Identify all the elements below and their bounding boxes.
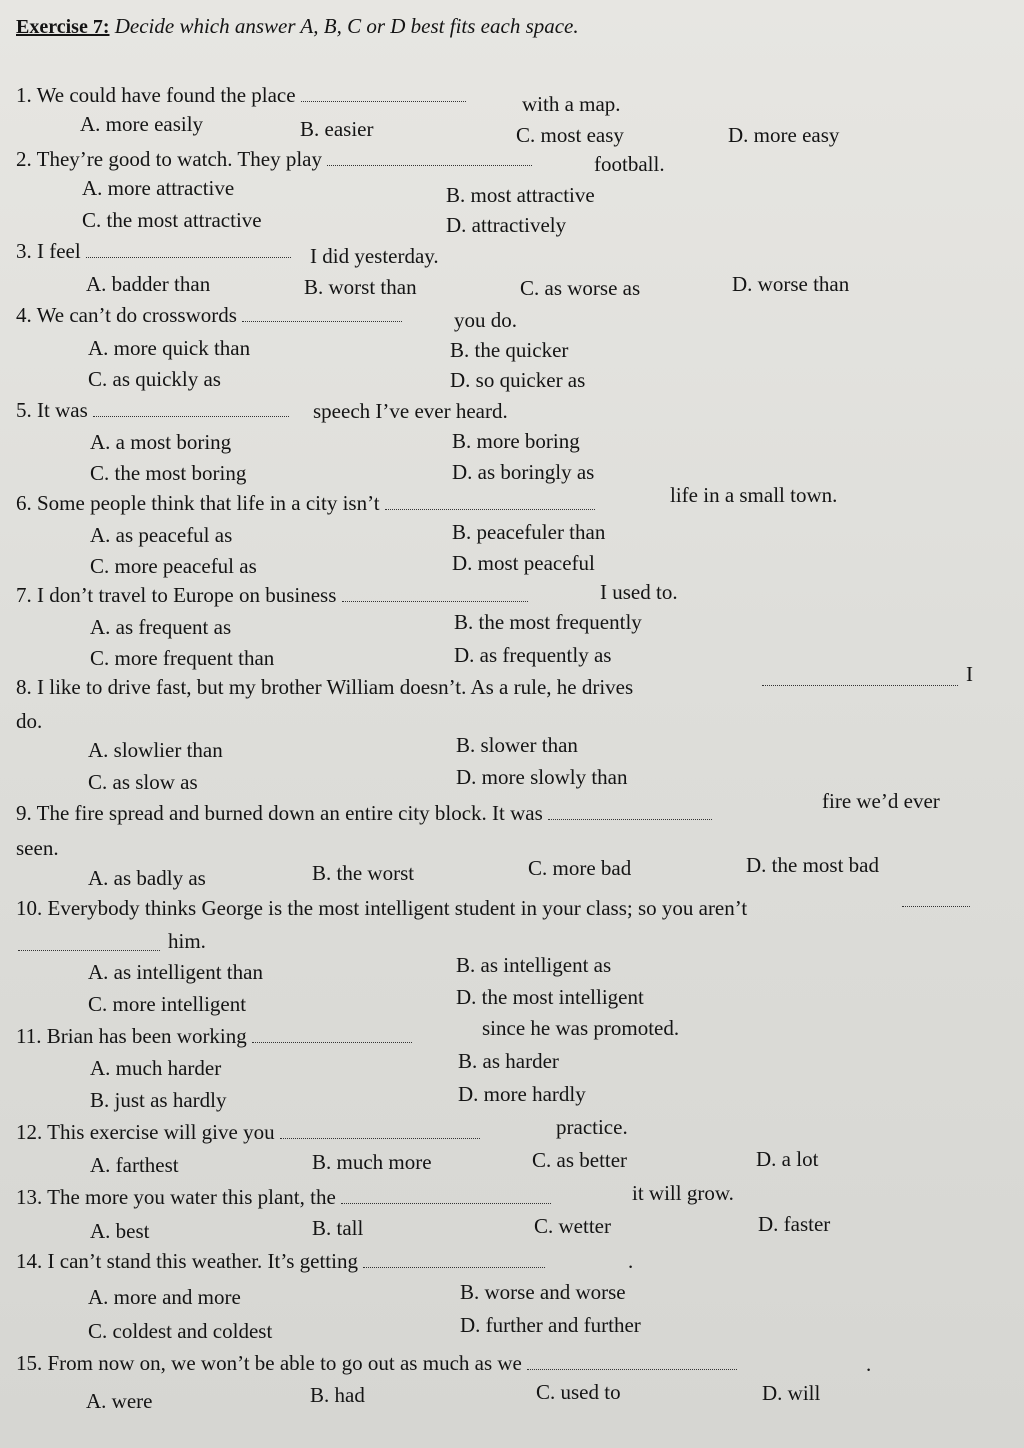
option-d[interactable]: D. worse than [732, 272, 850, 296]
option-d[interactable]: D. so quicker as [450, 368, 586, 392]
option-a[interactable]: A. slowlier than [88, 738, 223, 762]
question-10: 10. Everybody thinks George is the most intelligent student in your class; so you aren’t [16, 896, 748, 920]
option-a[interactable]: A. a most boring [90, 430, 232, 454]
question-10-tail: him. [168, 929, 206, 953]
option-a[interactable]: A. as intelligent than [88, 960, 263, 984]
option-b[interactable]: B. peacefuler than [452, 520, 606, 544]
question-5: 5. It was [16, 399, 289, 422]
option-c[interactable]: C. the most boring [90, 461, 247, 485]
question-6-tail: life in a small town. [670, 483, 838, 507]
answer-blank[interactable] [280, 1134, 480, 1139]
question-11: 11. Brian has been working [16, 1025, 412, 1048]
question-2: 2. They’re good to watch. They play [16, 148, 532, 171]
option-a[interactable]: A. more quick than [88, 336, 251, 360]
question-9-tail: fire we’d ever [822, 789, 940, 813]
option-c[interactable]: C. most easy [516, 123, 624, 147]
option-c[interactable]: C. more peaceful as [90, 554, 257, 578]
option-b[interactable]: B. as harder [458, 1049, 559, 1073]
question-15-tail: . [866, 1352, 872, 1376]
question-12-tail: practice. [556, 1115, 628, 1139]
option-a[interactable]: A. much harder [90, 1056, 222, 1080]
question-1-tail: with a map. [522, 92, 621, 116]
question-13-tail: it will grow. [632, 1181, 734, 1205]
answer-blank[interactable] [902, 902, 970, 907]
option-b[interactable]: B. the worst [312, 861, 415, 885]
exercise-instruction: Decide which answer A, B, C or D best fits each space. [114, 14, 579, 38]
option-d[interactable]: D. more slowly than [456, 765, 628, 789]
option-d[interactable]: D. faster [758, 1212, 831, 1236]
answer-blank[interactable] [385, 505, 595, 510]
question-9: 9. The fire spread and burned down an entire city block. It was [16, 802, 712, 825]
option-a[interactable]: A. more attractive [82, 176, 235, 200]
option-c[interactable]: C. more frequent than [90, 646, 275, 670]
option-c[interactable]: C. the most attractive [82, 208, 262, 232]
answer-blank[interactable] [341, 1199, 551, 1204]
question-3-tail: I did yesterday. [310, 244, 439, 268]
option-d[interactable]: D. as frequently as [454, 643, 612, 667]
answer-blank[interactable] [762, 681, 958, 686]
option-b[interactable]: B. easier [300, 117, 374, 141]
option-b[interactable]: B. had [310, 1383, 365, 1407]
option-b[interactable]: B. much more [312, 1150, 432, 1174]
question-4-tail: you do. [454, 308, 517, 332]
option-b[interactable]: B. the quicker [450, 338, 569, 362]
answer-blank[interactable] [527, 1365, 737, 1370]
option-d[interactable]: D. will [762, 1381, 821, 1405]
answer-blank[interactable] [86, 253, 291, 258]
question-7-tail: I used to. [600, 580, 678, 604]
option-a[interactable]: A. as frequent as [90, 615, 232, 639]
question-1: 1. We could have found the place [16, 84, 466, 107]
option-c[interactable]: C. more intelligent [88, 992, 247, 1016]
question-2-tail: football. [594, 152, 665, 176]
question-14-tail: . [628, 1249, 634, 1273]
option-c[interactable]: C. as slow as [88, 770, 198, 794]
option-c[interactable]: C. more bad [528, 856, 632, 880]
option-c[interactable]: C. as better [532, 1148, 628, 1172]
answer-blank[interactable] [548, 815, 712, 820]
option-b[interactable]: B. the most frequently [454, 610, 642, 634]
question-12: 12. This exercise will give you [16, 1121, 480, 1144]
option-c[interactable]: C. as quickly as [88, 367, 221, 391]
option-d[interactable]: D. a lot [756, 1147, 819, 1171]
question-3: 3. I feel [16, 240, 291, 263]
option-b[interactable]: B. most attractive [446, 183, 595, 207]
option-a[interactable]: A. as peaceful as [90, 523, 233, 547]
question-6: 6. Some people think that life in a city isn’t [16, 492, 595, 515]
answer-blank[interactable] [242, 317, 402, 322]
question-8-tail: I [966, 662, 973, 686]
answer-blank[interactable] [342, 597, 528, 602]
option-a[interactable]: A. more and more [88, 1285, 241, 1309]
option-a[interactable]: A. best [90, 1219, 150, 1243]
answer-blank[interactable] [18, 946, 160, 951]
option-a[interactable]: A. more easily [80, 112, 204, 136]
option-c[interactable]: C. used to [536, 1380, 621, 1404]
question-8: 8. I like to drive fast, but my brother William doesn’t. As a rule, he drives [16, 675, 634, 699]
exercise-label: Exercise 7: [16, 16, 110, 38]
question-5-tail: speech I’ve ever heard. [313, 399, 508, 423]
option-b[interactable]: B. as intelligent as [456, 953, 612, 977]
answer-blank[interactable] [327, 161, 532, 166]
option-c[interactable]: C. wetter [534, 1214, 611, 1238]
question-13: 13. The more you water this plant, the [16, 1186, 551, 1209]
option-d[interactable]: D. the most bad [746, 853, 879, 877]
option-a[interactable]: A. as badly as [88, 866, 206, 890]
question-4: 4. We can’t do crosswords [16, 304, 402, 327]
question-7: 7. I don’t travel to Europe on business [16, 584, 528, 607]
option-a[interactable]: A. were [86, 1389, 153, 1413]
option-b[interactable]: B. worse and worse [460, 1280, 626, 1304]
answer-blank[interactable] [252, 1038, 412, 1043]
option-d[interactable]: D. the most intelligent [456, 985, 644, 1009]
option-d[interactable]: D. more easy [728, 123, 840, 147]
question-14: 14. I can’t stand this weather. It’s getting [16, 1250, 545, 1273]
answer-blank[interactable] [93, 412, 289, 417]
option-d[interactable]: D. further and further [460, 1313, 641, 1337]
option-b[interactable]: B. more boring [452, 429, 580, 453]
option-d[interactable]: D. as boringly as [452, 460, 595, 484]
answer-blank[interactable] [301, 97, 466, 102]
exercise-title [16, 14, 579, 39]
option-d[interactable]: D. most peaceful [452, 551, 595, 575]
option-b[interactable]: B. worst than [304, 275, 417, 299]
option-d[interactable]: D. attractively [446, 213, 567, 237]
question-11-tail: since he was promoted. [482, 1016, 680, 1040]
question-8-tail-2: do. [16, 709, 43, 733]
option-a[interactable]: A. badder than [86, 272, 211, 296]
question-9-tail-2: seen. [16, 836, 59, 860]
option-d[interactable]: D. more hardly [458, 1082, 586, 1106]
answer-blank[interactable] [363, 1263, 545, 1268]
option-b[interactable]: B. tall [312, 1216, 364, 1240]
option-c[interactable]: B. just as hardly [90, 1088, 227, 1112]
question-15: 15. From now on, we won’t be able to go out as much as we [16, 1352, 737, 1375]
option-a[interactable]: A. farthest [90, 1153, 179, 1177]
option-c[interactable]: C. coldest and coldest [88, 1319, 273, 1343]
option-b[interactable]: B. slower than [456, 733, 578, 757]
option-c[interactable]: C. as worse as [520, 276, 641, 300]
